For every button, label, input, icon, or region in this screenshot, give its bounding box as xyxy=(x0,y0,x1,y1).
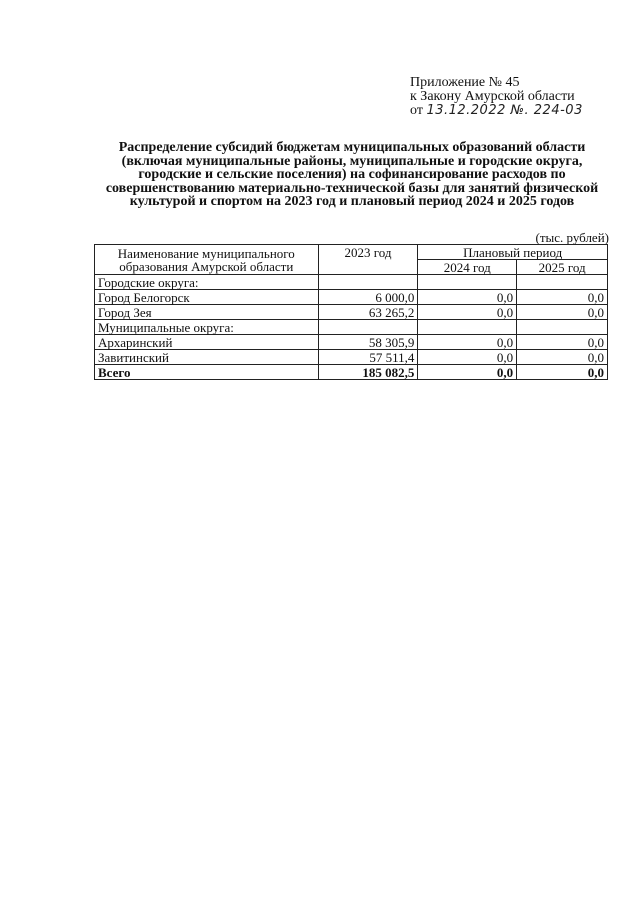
header-2023: 2023 год xyxy=(318,245,418,275)
group-row xyxy=(95,320,608,335)
document-title: Распределение субсидий бюджетам муниципальных образований области (включая муниципальные районы, муниципальные и городские округа, городские и сельские поселения) на софинансирование расходов по совершенствованию материально-технической базы для занятий физической культурой и спортом на 2023 год и плановый период 2024 и 2025 годов xyxy=(105,140,599,210)
units-label: (тыс. рублей) xyxy=(535,230,609,245)
group-label: Муниципальные округа: xyxy=(95,320,319,335)
total-label: Всего xyxy=(95,365,319,380)
appendix-block xyxy=(410,76,625,118)
appendix-number: Приложение № 45 xyxy=(410,75,520,90)
row-value-2023: 63 265,2 xyxy=(318,305,418,320)
row-value-2024: 0,0 xyxy=(418,305,517,320)
row-name: Завитинский xyxy=(95,350,319,365)
row-value-2024: 0,0 xyxy=(418,290,517,305)
subsidy-table xyxy=(94,244,608,380)
handwritten-date-number: 13.12.2022 №. 224-03 xyxy=(426,103,583,118)
row-value-2025: 0,0 xyxy=(517,335,608,350)
header-planned-period: Плановый период xyxy=(418,245,608,260)
total-value-2024: 0,0 xyxy=(418,365,517,380)
total-value-2025: 0,0 xyxy=(517,365,608,380)
row-value-2023: 6 000,0 xyxy=(318,290,418,305)
row-value-2024: 0,0 xyxy=(418,350,517,365)
group-row xyxy=(95,275,608,290)
row-value-2025: 0,0 xyxy=(517,290,608,305)
table-row xyxy=(95,335,608,350)
header-name: Наименование муниципального образования Амурской области xyxy=(95,245,319,275)
row-name: Архаринский xyxy=(95,335,319,350)
appendix-date-prefix: от xyxy=(410,103,423,118)
total-row xyxy=(95,365,608,380)
row-value-2023: 57 511,4 xyxy=(318,350,418,365)
row-name: Город Белогорск xyxy=(95,290,319,305)
row-value-2024: 0,0 xyxy=(418,335,517,350)
table-row xyxy=(95,290,608,305)
header-2025: 2025 год xyxy=(517,260,608,275)
row-value-2025: 0,0 xyxy=(517,305,608,320)
appendix-law-reference: к Закону Амурской области xyxy=(410,89,575,104)
header-2024: 2024 год xyxy=(418,260,517,275)
row-value-2025: 0,0 xyxy=(517,350,608,365)
table-row xyxy=(95,350,608,365)
row-value-2023: 58 305,9 xyxy=(318,335,418,350)
table-row xyxy=(95,305,608,320)
group-label: Городские округа: xyxy=(95,275,319,290)
row-name: Город Зея xyxy=(95,305,319,320)
appendix-date-line xyxy=(410,104,625,118)
total-value-2023: 185 082,5 xyxy=(318,365,418,380)
